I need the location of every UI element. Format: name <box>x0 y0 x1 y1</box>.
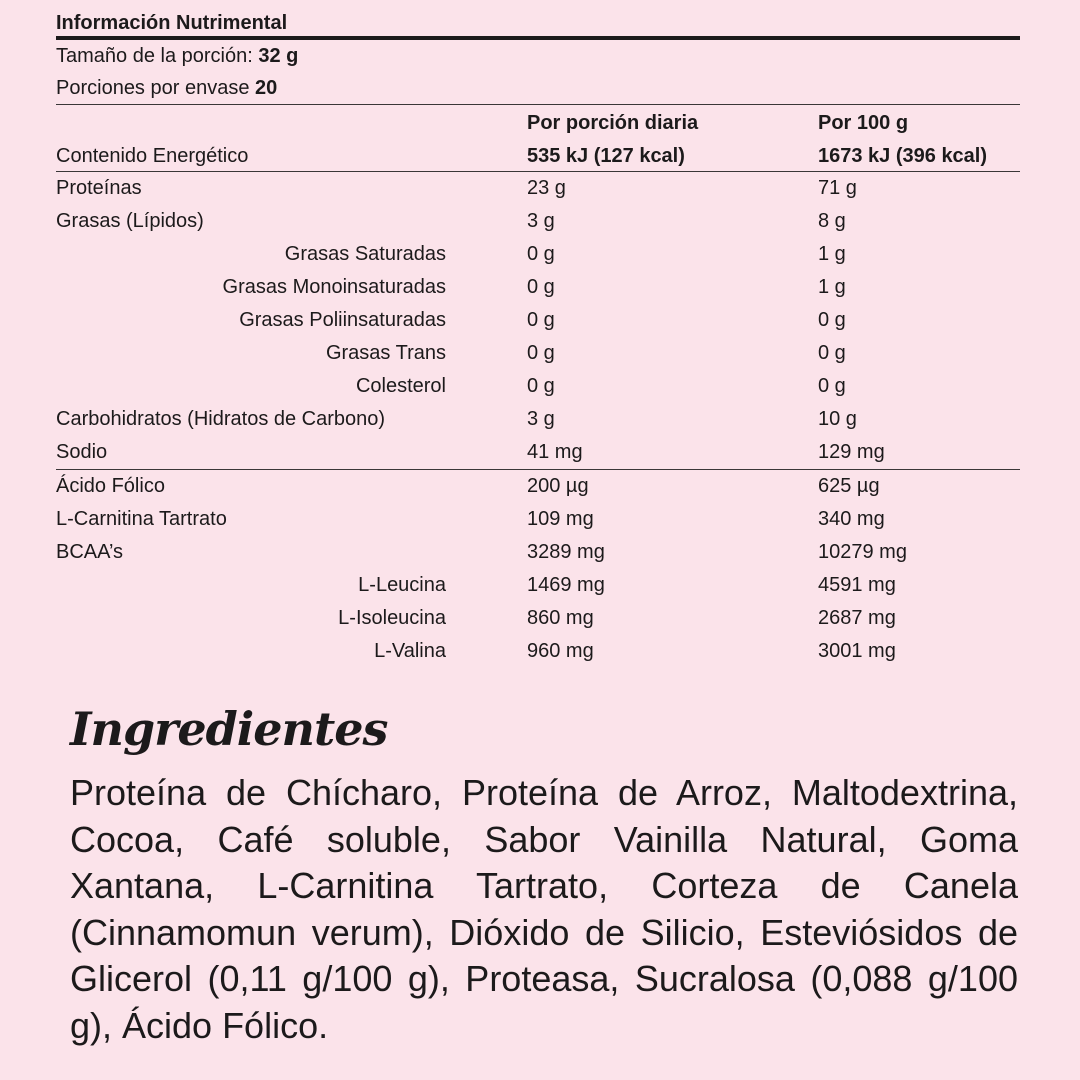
serving-size-line <box>56 40 1020 72</box>
nutrient-label: L-Valina <box>374 640 446 662</box>
table-row <box>56 602 1020 635</box>
table-row <box>56 470 1020 503</box>
table-row <box>56 503 1020 536</box>
table-row <box>56 370 1020 403</box>
nutrient-per-100g: 10279 mg <box>818 541 907 563</box>
nutrient-label: Ácido Fólico <box>56 475 165 497</box>
nutrient-per-serving: 0 g <box>527 375 555 397</box>
table-row <box>56 205 1020 238</box>
nutrient-label: L-Isoleucina <box>338 607 446 629</box>
ingredients-title: Ingredientes <box>70 702 388 756</box>
table-row <box>56 403 1020 436</box>
nutrient-label: BCAA’s <box>56 541 124 563</box>
nutrient-per-100g: 0 g <box>818 309 846 331</box>
nutrient-per-serving: 0 g <box>527 342 555 364</box>
nutrient-per-serving: 860 mg <box>527 607 594 629</box>
nutrient-label: Colesterol <box>355 375 446 397</box>
nutrient-per-100g: 71 g <box>818 177 857 199</box>
nutrient-per-100g: 3001 mg <box>818 640 896 662</box>
servings-per-container-line <box>56 72 1020 104</box>
energy-per-serving: 535 kJ (127 kcal) <box>527 145 685 167</box>
table-row <box>56 238 1020 271</box>
nutrient-per-100g: 340 mg <box>818 508 885 530</box>
table-row <box>56 304 1020 337</box>
nutrient-per-100g: 625 µg <box>818 475 880 497</box>
nutrition-facts-panel <box>56 0 1020 668</box>
nutrient-per-serving: 23 g <box>527 177 566 199</box>
per-100g-column-header <box>818 107 987 173</box>
table-row <box>56 436 1020 469</box>
nutrient-label: Sodio <box>56 441 108 463</box>
nutrient-label: Proteínas <box>56 177 142 199</box>
nutrient-per-serving: 0 g <box>527 243 555 265</box>
nutrient-per-serving: 3 g <box>527 408 555 430</box>
nutrition-title: Información Nutrimental <box>56 0 1020 40</box>
table-header <box>56 105 1020 171</box>
nutrient-label: L-Leucina <box>358 574 446 596</box>
table-row <box>56 271 1020 304</box>
nutrient-rows <box>56 172 1020 469</box>
energy-label: Contenido Energético <box>56 145 249 167</box>
nutrient-label: Grasas Trans <box>325 342 446 364</box>
nutrient-per-100g: 0 g <box>818 342 846 364</box>
nutrient-per-100g: 0 g <box>818 375 846 397</box>
per-100g-header-label: Por 100 g <box>818 112 909 134</box>
table-row <box>56 337 1020 370</box>
nutrient-per-100g: 4591 mg <box>818 574 896 596</box>
nutrient-label: Grasas Saturadas <box>284 243 446 265</box>
nutrient-per-100g: 2687 mg <box>818 607 896 629</box>
nutrient-per-serving: 3 g <box>527 210 555 232</box>
supplement-rows <box>56 470 1020 668</box>
energy-per-100g: 1673 kJ (396 kcal) <box>818 145 988 167</box>
per-serving-column-header <box>527 107 698 173</box>
nutrient-per-100g: 10 g <box>818 408 857 430</box>
nutrient-label: Grasas Poliinsaturadas <box>239 309 446 331</box>
nutrient-per-100g: 129 mg <box>818 441 885 463</box>
nutrient-label: Carbohidratos (Hidratos de Carbono) <box>56 408 386 430</box>
nutrient-per-serving: 960 mg <box>527 640 594 662</box>
nutrient-label: Grasas Monoinsaturadas <box>222 276 446 298</box>
nutrient-per-100g: 1 g <box>818 276 846 298</box>
nutrient-per-100g: 1 g <box>818 243 846 265</box>
nutrient-per-serving: 200 µg <box>527 475 589 497</box>
nutrient-per-100g: 8 g <box>818 210 846 232</box>
nutrient-per-serving: 3289 mg <box>527 541 605 563</box>
servings-label: Porciones por envase <box>56 77 250 99</box>
servings-value: 20 <box>255 77 278 99</box>
nutrient-per-serving: 0 g <box>527 309 555 331</box>
nutrient-per-serving: 1469 mg <box>527 574 605 596</box>
nutrient-label: Grasas (Lípidos) <box>56 210 204 232</box>
ingredients-section <box>70 698 1018 1049</box>
table-row <box>56 536 1020 569</box>
ingredients-text: Proteína de Chícharo, Proteína de Arroz, Maltodextrina, Cocoa, Café soluble, Sabor Vainilla Natural, Goma Xantana, L-Carnitina Tartrato, Corteza de Canela (Cinnamomun verum), Dióxido de Silicio, Esteviósidos de Glicerol (0,11 g/100 g), Proteasa, Sucralosa (0,088 g/100 g), Ácido Fólico. <box>70 772 1018 1046</box>
serving-size-label: Tamaño de la porción: <box>56 45 253 67</box>
table-row <box>56 569 1020 602</box>
nutrient-per-serving: 109 mg <box>527 508 594 530</box>
per-serving-header-label: Por porción diaria <box>527 112 699 134</box>
nutrient-per-serving: 41 mg <box>527 441 583 463</box>
nutrient-per-serving: 0 g <box>527 276 555 298</box>
table-row <box>56 172 1020 205</box>
table-row <box>56 635 1020 668</box>
serving-size-value: 32 g <box>258 45 299 67</box>
nutrient-label: L-Carnitina Tartrato <box>56 508 227 530</box>
